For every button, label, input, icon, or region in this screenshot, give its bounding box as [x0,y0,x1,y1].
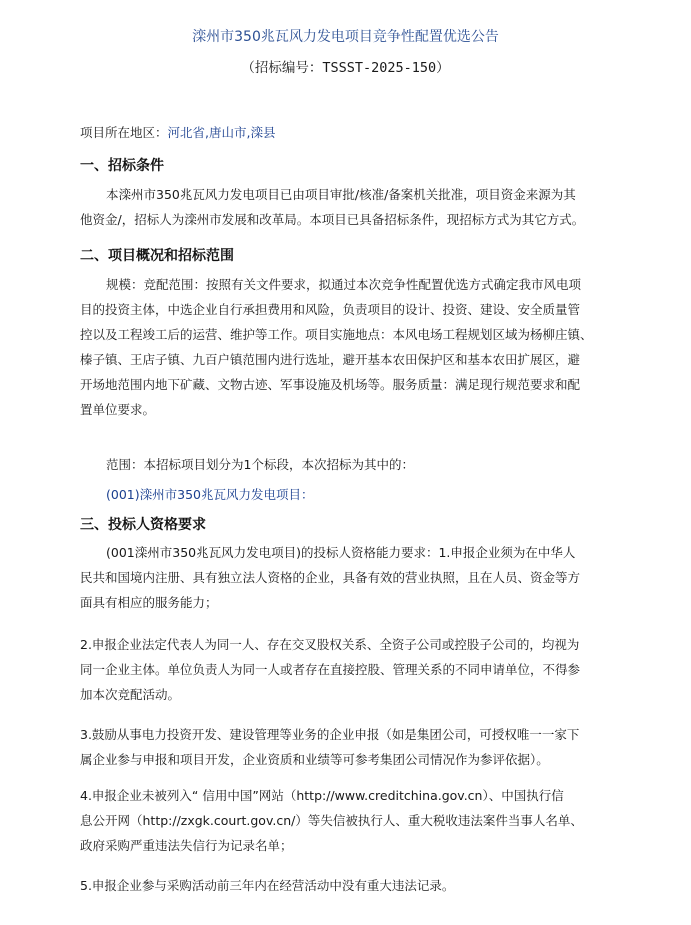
qualification-item-1 [80,540,622,615]
qualification-item-3 [80,722,622,772]
qualification-item-5: 5.申报企业参与采购活动前三年内在经营活动中没有重大违法记录。 [80,878,455,893]
paragraph-line: 开场地范围内地下矿藏、文物古迹、军事设施及机场等。服务质量：满足现行规范要求和配 [80,377,581,392]
paragraph-line: 2.申报企业法定代表人为同一人、存在交叉股权关系、全资子公司或控股子公司的，均视为 [80,637,580,652]
paragraph-line: 属企业参与申报和项目开发，企业资质和业绩等可参考集团公司情况作为参评依据）。 [80,752,549,767]
paragraph-line: 面具有相应的服务能力； [80,595,218,610]
page-title: 滦州市350兆瓦风力发电项目竞争性配置优选公告 [192,29,499,45]
paragraph-line: 同一企业主体。单位负责人为同一人或者存在直接控股、管理关系的不同申请单位，不得参 [80,662,581,677]
paragraph-line: (001滦州市350兆瓦风力发电项目)的投标人资格能力要求：1.申报企业须为在中华人 [106,545,576,560]
paragraph-line: 榛子镇、王店子镇、九百户镇范围内进行选址，避开基本农田保护区和基本农田扩展区，避 [80,352,581,367]
paragraph-line: 4.申报企业未被列入“ 信用中国”网站（http://www.creditchina.gov.cn）、中国执行信 [80,788,564,803]
paragraph-line: 加本次竞配活动。 [80,687,181,702]
section-body-project-overview [80,272,622,422]
region-value: 河北省,唐山市,滦县 [167,125,276,140]
paragraph-line: 规模：竞配范围：按照有关文件要求，拟通过本次竞争性配置优选方式确定我市风电项 [106,277,582,292]
qualification-item-4 [80,783,622,858]
qualification-item-2 [80,632,622,707]
paragraph-line: 目的投资主体，中选企业自行承担费用和风险，负责项目的设计、投资、建设、安全质量管 [80,302,581,317]
section-heading-bidder-qualifications: 三、投标人资格要求 [80,517,206,533]
paragraph-line: 息公开网（http://zxgk.court.gov.cn/）等失信被执行人、重大税收违法案件当事人名单、 [80,813,583,828]
paragraph-line: 他资金/，招标人为滦州市发展和改革局。本项目已具备招标条件，现招标方式为其它方式。 [80,212,585,227]
section-heading-project-overview: 二、项目概况和招标范围 [80,248,234,264]
project-region [80,123,275,141]
paragraph-line: 民共和国境内注册、具有独立法人资格的企业，具备有效的营业执照，且在人员、资金等方 [80,570,581,585]
paragraph-line: 控以及工程竣工后的运营、维护等工作。项目实施地点：本风电场工程规划区域为杨柳庄镇、 [80,327,593,342]
scope-paragraph: 范围：本招标项目划分为1个标段，本次招标为其中的： [106,457,414,472]
region-label: 项目所在地区： [80,125,168,140]
lot-paragraph: (001)滦州市350兆瓦风力发电项目： [106,487,314,502]
paragraph-line: 政府采购严重违法失信行为记录名单； [80,838,293,853]
paragraph-line: 置单位要求。 [80,402,156,417]
paragraph-line: 3.鼓励从事电力投资开发、建设管理等业务的企业申报（如是集团公司，可授权唯一一家下 [80,727,580,742]
section-body-bidding-conditions [80,182,622,232]
tender-number: （招标编号：TSSST-2025-150） [241,60,450,76]
section-heading-bidding-conditions: 一、招标条件 [80,158,164,174]
paragraph-line: 本滦州市350兆瓦风力发电项目已由项目审批/核准/备案机关批准，项目资金来源为其 [106,187,576,202]
